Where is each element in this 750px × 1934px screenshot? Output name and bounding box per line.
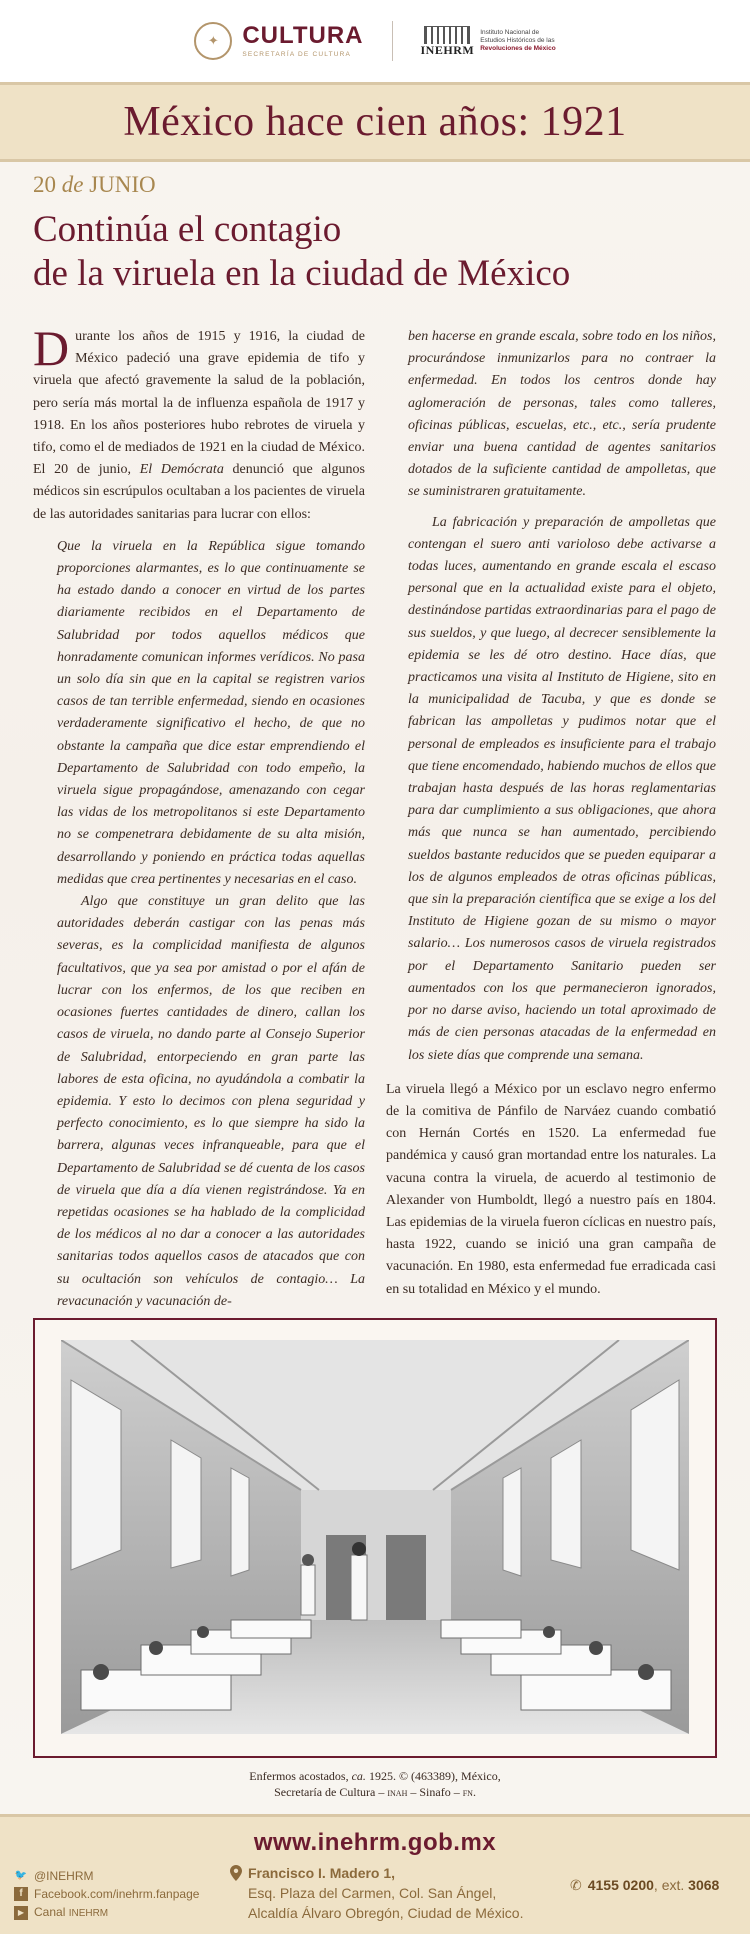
address-line-3: Alcaldía Álvaro Obregón, Ciudad de México.: [248, 1905, 524, 1921]
phone-icon: ✆: [570, 1877, 582, 1893]
caption-text-c: Secretaría de Cultura –: [274, 1785, 388, 1799]
title-banner: [0, 82, 750, 162]
left-column: [33, 320, 366, 1313]
phone-number: 4155 0200: [587, 1877, 654, 1893]
intro-text-b: denunció que algunos médicos sin escrúpulos ocultaban a los pacientes de viruela de las autoridades sanitarias para lucrar con ellos:: [33, 462, 366, 522]
quote-paragraph-2-cont: ben hacerse en grande escala, sobre todo en los niños, procurándose inmunizarlos para no contraer la enfermedad. En todos los centros donde hay aglomeración de personas, tales como talleres, oficinas públicas, escuelas, etc., etc., sería prudente enviar una buena cantidad de agentes sanitarios dotados de la suficiente cantidad de ampolletas, que se suministraren gratuitamente.: [408, 329, 716, 500]
caption-inah: inah: [387, 1785, 408, 1799]
date-day: 20: [33, 172, 56, 197]
building-icon: [424, 26, 470, 44]
photo-caption: [0, 1768, 750, 1800]
header: [0, 0, 750, 82]
logo-divider: [392, 21, 393, 61]
inehrm-line-2: Estudios Históricos de las: [480, 37, 555, 44]
banner-title: México hace cien años: 1921: [123, 99, 627, 145]
quote-paragraph-3: La fabricación y preparación de ampolletas que contengan el suero anti varioloso debe activarse a todas luces, aumentando en grande escala el escaso personal que en la actualidad existe para el objeto, destinándose partidas extraordinarias para el pago de sus sueldos, y que luego, al decrecer sensiblemente la epidemia se les dé otro destino. Hace días, que practicamos una visita al Instituto de Higiene, sito en la municipalidad de Tacuba, y que es donde se fabrican las ampolletas y pudimos notar que el personal de empleados es insuficiente para el trabajo que tiene encomendado, habiendo muchos de ellos que trabajan hasta después de las horas reglamentarias para dar cumplimiento a sus obligaciones, que ahora más que nunca se han aumentado, percibiendo sueldos bastante reducidos que se pueden equiparar a los de algunos empleados de otras oficinas públicas, que sin la preparación científica que se exige a los del Instituto de Higiene gozan de su mismo o mayor salario… Los numerosos casos de viruela registrados por el Departamento Sanitario pueden ser aumentados con los que permanecieron ignorados, por no darse aviso, haciendo un total aproximado de más de cien personas atacadas de la enfermedad en los siete días que comprende una semana.: [408, 514, 716, 1063]
caption-text-b: 1925. © (463389), México,: [365, 1769, 501, 1783]
closing-paragraph: La viruela llegó a México por un esclavo negro enfermo de la comitiva de Pánfilo de Narváez cuando combatió con Hernán Cortés en 1520. La enfermedad fue pandémica y causó gran mortandad entre los naturales. La vacuna contra la viruela, de acuerdo al testimonio de Alexander von Humboldt, llegó a nuestro país en 1804. Las epidemias de la viruela fueron cíclicas en nuestro país, hasta 1922, cuando se inició una gran campaña de vacunación. En 1980, esta enfermedad fue erradicada casi en su totalidad en México y el mundo.: [386, 1081, 716, 1297]
cultura-name: CULTURA: [242, 22, 364, 49]
intro-text-a: urante los años de 1915 y 1916, la ciudad de México padeció una grave epidemia de tifo y viruela que afectó gravemente la salud de la población, pero sería más mortal la de influenza española de 1917 y 1918. En los años posteriores hubo rebrotes de viruela y tifo, como el de mediados de 1921 en la ciudad de México. El 20 de junio,: [33, 329, 365, 478]
article-title: [33, 208, 723, 296]
hospital-ward-illustration: [61, 1340, 689, 1734]
inehrm-logo[interactable]: [421, 26, 556, 56]
caption-ca: ca.: [351, 1769, 366, 1783]
inehrm-line-1: Instituto Nacional de: [480, 29, 540, 36]
newspaper-name: El Demócrata: [139, 462, 224, 478]
address-line-2: Esq. Plaza del Carmen, Col. San Ángel,: [248, 1885, 497, 1901]
caption-text-d: – Sinafo –: [407, 1785, 463, 1799]
twitter-link[interactable]: [14, 1867, 199, 1885]
quote-block-right: [386, 326, 716, 1067]
quote-paragraph-1: Que la viruela en la República sigue tomando proporciones alarmantes, es lo que continuamente se ha estado dando a conocer en virtud de los partes diariamente recibidos en el Departamento de Salubridad por todos aquellos médicos que honradamente comunican informes verídicos. No pasa un solo día sin que en la capital se registren varios casos de tan terrible enfermedad, siendo en ocasiones verdaderamente significativo el hecho, de que no obstante la campaña que dice estar emprendiendo el Departamento de Salubridad con todo empeño, la viruela sigue propagándose, amenazando con cegar las vidas de los metropolitanos si este Departamento no se compenetrara debidamente de su alta misión, desarrollando y poniendo en práctica todas aquellas medidas que crea pertinentes y necesarias en el caso.: [57, 538, 365, 887]
social-links: [14, 1867, 199, 1923]
footer: [0, 1814, 750, 1934]
title-line-2: de la viruela en la ciudad de México: [33, 253, 571, 294]
caption-fn: fn: [462, 1785, 473, 1799]
photo-frame: [33, 1318, 717, 1758]
twitter-handle: @INEHRM: [34, 1869, 94, 1883]
youtube-channel: INEHRM: [68, 1908, 109, 1919]
right-column: [386, 326, 716, 1301]
hospital-ward-photo: [61, 1340, 689, 1734]
drop-cap: D: [33, 320, 70, 376]
phone-ext-label: , ext.: [653, 1877, 689, 1893]
inehrm-wordmark: INEHRM: [420, 43, 475, 57]
youtube-label: Canal: [34, 1905, 69, 1919]
website-link[interactable]: www.inehrm.gob.mx: [253, 1829, 497, 1856]
youtube-icon: ▶: [14, 1906, 28, 1920]
location-pin-icon: [230, 1865, 242, 1881]
date-de: de: [61, 172, 84, 197]
quote-paragraph-2: Algo que constituye un gran delito que las autoridades deberán castigar con las penas más severas, es la complicidad manifiesta de algunos facultativos, que ya sea por amistad o por el afán de lucrar con los enfermos, de los que reciben en ocasiones fuertes cantidades de dinero, callan los casos de viruela, no dando parte al Consejo Superior de Salubridad, entorpeciendo en gran parte las labores de esta oficina, no ayudándola a combatir la epidemia. Y esto lo decimos con plena seguridad y perfecto conocimiento, es lo que siempre ha sido la barrera, algunas veces infranqueable, para que el Departamento de Salubridad se dé cuenta de los casos de viruela que día a día vienen registrándose. Ya en repetidas ocasiones se ha hablado de la complicidad de los médicos al no dar a conocer a las autoridades sanitarias todos aquellos casos de atacados que con su ocultación son vehículos de contagio… La revacunación y vacunación de-: [57, 894, 365, 1309]
facebook-url: Facebook.com/inehrm.fanpage: [34, 1887, 200, 1901]
inehrm-line-3: Revoluciones de México: [480, 45, 556, 52]
caption-text-a: Enfermos acostados,: [249, 1769, 352, 1783]
facebook-icon: f: [14, 1887, 28, 1901]
title-line-1: Continúa el contagio: [33, 209, 342, 250]
address: [248, 1863, 523, 1923]
quote-block-left: [57, 536, 365, 1313]
twitter-icon: 🐦: [14, 1870, 28, 1881]
caption-text-e: .: [472, 1785, 476, 1799]
date-month: JUNIO: [89, 172, 156, 197]
intro-paragraph: [33, 320, 366, 526]
youtube-link[interactable]: [14, 1903, 199, 1923]
cultura-subtitle: SECRETARÍA DE CULTURA: [242, 51, 352, 58]
eagle-seal-icon: ✦: [194, 22, 232, 60]
article-date: [33, 172, 156, 198]
phone[interactable]: [570, 1877, 719, 1894]
cultura-logo[interactable]: [194, 22, 363, 60]
facebook-link[interactable]: [14, 1885, 199, 1903]
phone-ext-number: 3068: [688, 1877, 720, 1893]
address-street: Francisco I. Madero 1,: [248, 1865, 396, 1881]
